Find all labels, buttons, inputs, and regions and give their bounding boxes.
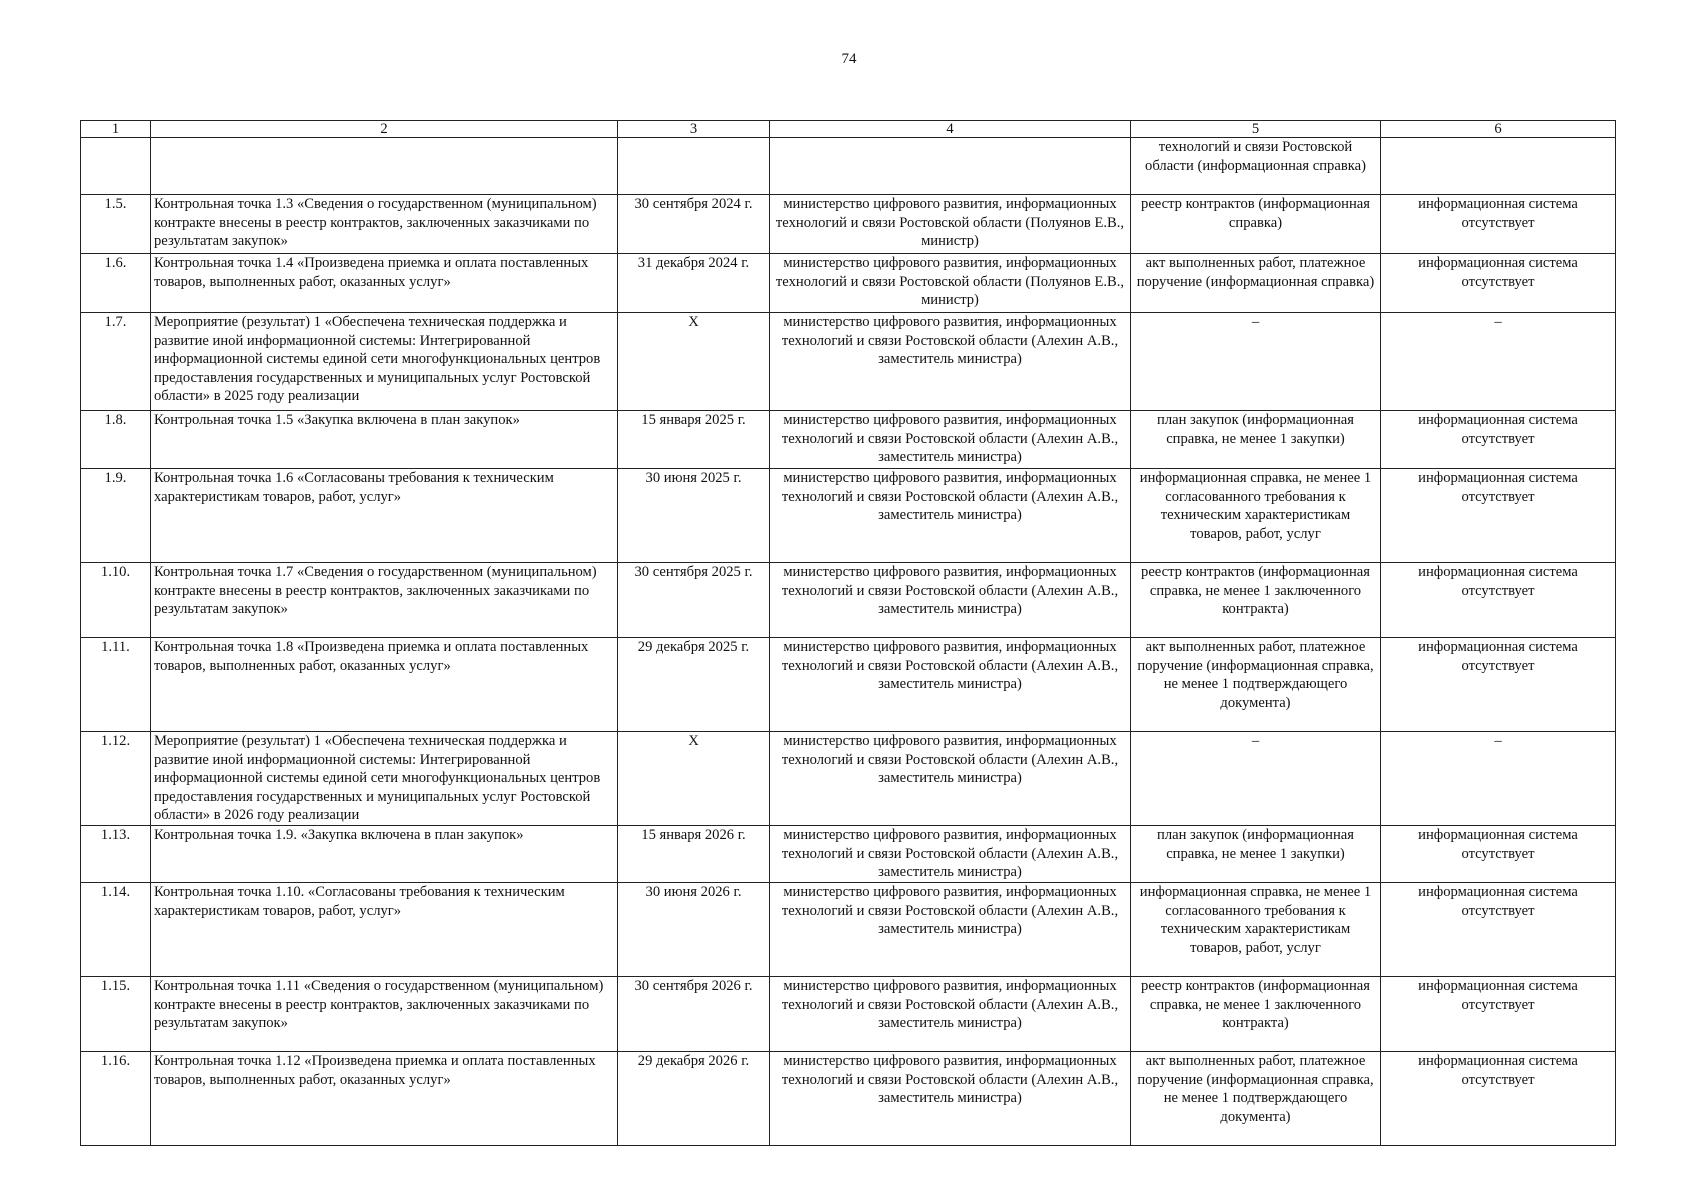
row-number: 1.13. <box>81 825 151 882</box>
confirming-document: реестр контрактов (информационная справка, не менее 1 заключенного контракта) <box>1131 976 1381 1051</box>
item-description: Контрольная точка 1.6 «Согласованы требования к техническим характеристикам товаров, работ, услуг» <box>151 469 618 563</box>
confirming-document: акт выполненных работ, платежное поручение (информационная справка, не менее 1 подтверждающего документа) <box>1131 1051 1381 1145</box>
deadline-date: 30 июня 2026 г. <box>618 882 770 976</box>
table-row <box>81 313 1616 411</box>
information-system: информационная система отсутствует <box>1381 976 1616 1051</box>
item-description: Мероприятие (результат) 1 «Обеспечена техническая поддержка и развитие иной информационной системы: Интегрированной информационной системы единой сети многофункциональных центров предоставления государственных и муниципальных услуг Ростовской области» в 2025 году реализации <box>151 313 618 411</box>
item-description: Контрольная точка 1.12 «Произведена приемка и оплата поставленных товаров, выполненных работ, оказанных услуг» <box>151 1051 618 1145</box>
information-system: информационная система отсутствует <box>1381 1051 1616 1145</box>
deadline-date: Х <box>618 313 770 411</box>
row-number: 1.9. <box>81 469 151 563</box>
row-number: 1.14. <box>81 882 151 976</box>
table-row <box>81 638 1616 732</box>
responsible-executor: министерство цифрового развития, информационных технологий и связи Ростовской области (Алехин А.В., заместитель министра) <box>770 825 1131 882</box>
item-description: Контрольная точка 1.11 «Сведения о государственном (муниципальном) контракте внесены в реестр контрактов, заключенных заказчиками по результатам закупок» <box>151 976 618 1051</box>
row-number: 1.8. <box>81 411 151 469</box>
responsible-executor: министерство цифрового развития, информационных технологий и связи Ростовской области (Алехин А.В., заместитель министра) <box>770 1051 1131 1145</box>
column-number-row <box>81 121 1616 138</box>
table-row <box>81 195 1616 254</box>
information-system: – <box>1381 313 1616 411</box>
deadline-date <box>618 138 770 195</box>
information-system: информационная система отсутствует <box>1381 195 1616 254</box>
responsible-executor: министерство цифрового развития, информационных технологий и связи Ростовской области (Алехин А.В., заместитель министра) <box>770 411 1131 469</box>
confirming-document: – <box>1131 313 1381 411</box>
information-system: информационная система отсутствует <box>1381 254 1616 313</box>
row-number: 1.10. <box>81 563 151 638</box>
table-row <box>81 825 1616 882</box>
responsible-executor: министерство цифрового развития, информационных технологий и связи Ростовской области (Полуянов Е.В., министр) <box>770 195 1131 254</box>
table-row <box>81 138 1616 195</box>
table-row <box>81 732 1616 826</box>
confirming-document: акт выполненных работ, платежное поручение (информационная справка) <box>1131 254 1381 313</box>
table-row <box>81 882 1616 976</box>
item-description: Контрольная точка 1.8 «Произведена приемка и оплата поставленных товаров, выполненных работ, оказанных услуг» <box>151 638 618 732</box>
deadline-date: 30 сентября 2026 г. <box>618 976 770 1051</box>
deadline-date: 29 декабря 2026 г. <box>618 1051 770 1145</box>
information-system: информационная система отсутствует <box>1381 411 1616 469</box>
deadline-date: 15 января 2026 г. <box>618 825 770 882</box>
table-row <box>81 411 1616 469</box>
confirming-document: технологий и связи Ростовской области (информационная справка) <box>1131 138 1381 195</box>
column-number: 4 <box>770 121 1131 138</box>
information-system: информационная система отсутствует <box>1381 563 1616 638</box>
confirming-document: – <box>1131 732 1381 826</box>
item-description: Контрольная точка 1.10. «Согласованы требования к техническим характеристикам товаров, работ, услуг» <box>151 882 618 976</box>
item-description: Контрольная точка 1.3 «Сведения о государственном (муниципальном) контракте внесены в реестр контрактов, заключенных заказчиками по результатам закупок» <box>151 195 618 254</box>
confirming-document: план закупок (информационная справка, не менее 1 закупки) <box>1131 825 1381 882</box>
responsible-executor: министерство цифрового развития, информационных технологий и связи Ростовской области (Алехин А.В., заместитель министра) <box>770 882 1131 976</box>
responsible-executor: министерство цифрового развития, информационных технологий и связи Ростовской области (Алехин А.В., заместитель министра) <box>770 313 1131 411</box>
deadline-date: 30 июня 2025 г. <box>618 469 770 563</box>
responsible-executor: министерство цифрового развития, информационных технологий и связи Ростовской области (Алехин А.В., заместитель министра) <box>770 563 1131 638</box>
information-system: информационная система отсутствует <box>1381 882 1616 976</box>
confirming-document: информационная справка, не менее 1 согласованного требования к техническим характеристикам товаров, работ, услуг <box>1131 882 1381 976</box>
deadline-date: Х <box>618 732 770 826</box>
table-row <box>81 976 1616 1051</box>
row-number: 1.7. <box>81 313 151 411</box>
confirming-document: информационная справка, не менее 1 согласованного требования к техническим характеристикам товаров, работ, услуг <box>1131 469 1381 563</box>
item-description: Контрольная точка 1.7 «Сведения о государственном (муниципальном) контракте внесены в реестр контрактов, заключенных заказчиками по результатам закупок» <box>151 563 618 638</box>
row-number: 1.15. <box>81 976 151 1051</box>
item-description <box>151 138 618 195</box>
row-number: 1.16. <box>81 1051 151 1145</box>
information-system: информационная система отсутствует <box>1381 638 1616 732</box>
column-number: 6 <box>1381 121 1616 138</box>
deadline-date: 29 декабря 2025 г. <box>618 638 770 732</box>
table-row <box>81 1051 1616 1145</box>
column-number: 1 <box>81 121 151 138</box>
row-number: 1.11. <box>81 638 151 732</box>
deadline-date: 31 декабря 2024 г. <box>618 254 770 313</box>
item-description: Контрольная точка 1.4 «Произведена приемка и оплата поставленных товаров, выполненных работ, оказанных услуг» <box>151 254 618 313</box>
item-description: Мероприятие (результат) 1 «Обеспечена техническая поддержка и развитие иной информационной системы: Интегрированной информационной системы единой сети многофункциональных центров предоставления государственных и муниципальных услуг Ростовской области» в 2026 году реализации <box>151 732 618 826</box>
column-number: 5 <box>1131 121 1381 138</box>
table-row <box>81 563 1616 638</box>
table-row <box>81 469 1616 563</box>
responsible-executor: министерство цифрового развития, информационных технологий и связи Ростовской области (Алехин А.В., заместитель министра) <box>770 469 1131 563</box>
control-points-table <box>80 120 1616 1146</box>
information-system: информационная система отсутствует <box>1381 469 1616 563</box>
confirming-document: план закупок (информационная справка, не менее 1 закупки) <box>1131 411 1381 469</box>
information-system <box>1381 138 1616 195</box>
row-number: 1.12. <box>81 732 151 826</box>
confirming-document: реестр контрактов (информационная справка) <box>1131 195 1381 254</box>
responsible-executor: министерство цифрового развития, информационных технологий и связи Ростовской области (Алехин А.В., заместитель министра) <box>770 732 1131 826</box>
information-system: информационная система отсутствует <box>1381 825 1616 882</box>
column-number: 2 <box>151 121 618 138</box>
responsible-executor: министерство цифрового развития, информационных технологий и связи Ростовской области (Алехин А.В., заместитель министра) <box>770 638 1131 732</box>
item-description: Контрольная точка 1.9. «Закупка включена в план закупок» <box>151 825 618 882</box>
row-number: 1.5. <box>81 195 151 254</box>
deadline-date: 30 сентября 2025 г. <box>618 563 770 638</box>
item-description: Контрольная точка 1.5 «Закупка включена в план закупок» <box>151 411 618 469</box>
row-number <box>81 138 151 195</box>
row-number: 1.6. <box>81 254 151 313</box>
confirming-document: реестр контрактов (информационная справка, не менее 1 заключенного контракта) <box>1131 563 1381 638</box>
table-row <box>81 254 1616 313</box>
page-number: 74 <box>841 51 857 67</box>
column-number: 3 <box>618 121 770 138</box>
deadline-date: 30 сентября 2024 г. <box>618 195 770 254</box>
responsible-executor <box>770 138 1131 195</box>
responsible-executor: министерство цифрового развития, информационных технологий и связи Ростовской области (Полуянов Е.В., министр) <box>770 254 1131 313</box>
information-system: – <box>1381 732 1616 826</box>
confirming-document: акт выполненных работ, платежное поручение (информационная справка, не менее 1 подтверждающего документа) <box>1131 638 1381 732</box>
responsible-executor: министерство цифрового развития, информационных технологий и связи Ростовской области (Алехин А.В., заместитель министра) <box>770 976 1131 1051</box>
deadline-date: 15 января 2025 г. <box>618 411 770 469</box>
